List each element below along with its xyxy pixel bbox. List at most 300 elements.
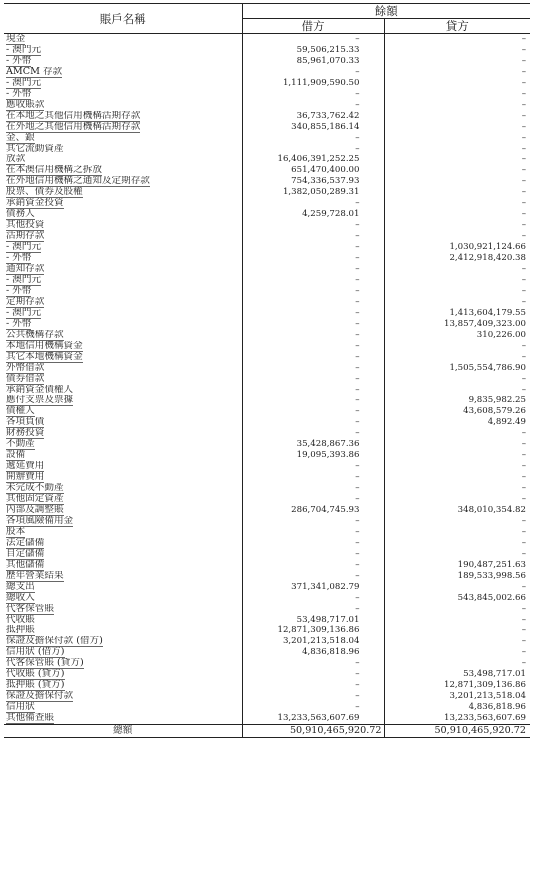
table-row [4,363,530,374]
credit-cell: – [521,636,526,647]
table-row [4,264,530,275]
credit-cell: 190,487,251.63 [457,559,526,570]
table-row [4,647,530,658]
table-row [4,395,530,406]
account-name-cell [4,385,242,396]
account-name-cell [4,406,242,417]
account-name: 股本 [6,526,26,537]
table-row [4,133,530,144]
debit-cell: 651,470,400.00 [242,165,384,176]
account-name: 其它流動資產 [6,143,64,154]
debit-cell: 1,111,909,590.50 [242,78,384,89]
table-row [4,417,530,428]
account-name-cell [4,308,242,319]
account-name: 債務人 [6,209,35,220]
debit-cell: – [242,330,384,341]
credit-cell: – [521,296,526,307]
account-name: - 澳門元 [6,274,42,285]
total-credit: 50,910,465,920.72 [384,725,530,738]
credit-cell: – [521,187,526,198]
credit-cell: – [521,110,526,121]
account-name: 代客保管賬 [6,603,54,614]
credit-cell: – [521,461,526,472]
debit-cell: 36,733,762.42 [242,111,384,122]
table-row [4,713,530,724]
table-row [4,253,530,264]
account-name-cell [4,78,242,89]
credit-cell: – [521,34,526,44]
debit-cell: – [242,395,384,406]
account-name-cell [4,527,242,538]
account-name-cell [4,34,242,45]
table-row [4,483,530,494]
debit-cell: – [242,472,384,483]
debit-cell: – [242,483,384,494]
account-name: - 澳門元 [6,44,42,55]
account-name: 未完成不動產 [6,483,64,494]
credit-cell: – [521,373,526,384]
table-row [4,691,530,702]
account-name-cell [4,472,242,483]
account-name: 債券借款 [6,373,45,384]
debit-cell: – [242,680,384,691]
account-name-cell [4,549,242,560]
debit-cell: – [242,593,384,604]
account-name: 其他備查賬 [6,713,54,724]
table-row [4,428,530,439]
debit-cell: – [242,286,384,297]
account-name-cell [4,516,242,527]
debit-cell: – [242,461,384,472]
account-name-cell [4,374,242,385]
debit-cell: 3,201,213,518.04 [242,636,384,647]
account-name-cell [4,286,242,297]
table-row [4,34,530,45]
credit-cell: 1,030,921,124.66 [449,242,526,253]
total-label: 總額 [4,725,242,738]
account-name-cell [4,352,242,363]
credit-cell: – [521,548,526,559]
account-name-cell [4,647,242,658]
table-row [4,593,530,604]
account-name-cell [4,341,242,352]
debit-cell: 53,498,717.01 [242,615,384,626]
credit-cell: 310,226.00 [476,329,526,340]
table-row [4,89,530,100]
account-name-cell [4,231,242,242]
account-name: 定期存款 [6,296,45,307]
account-name-cell [4,122,242,133]
table-row [4,352,530,363]
debit-cell: – [242,341,384,352]
table-row [4,461,530,472]
account-name: 遞延費用 [6,461,45,472]
credit-cell: 4,892.49 [487,417,526,428]
credit-cell: 348,010,354.82 [457,504,526,515]
credit-cell: 43,608,579.26 [463,406,526,417]
credit-cell: – [521,209,526,220]
debit-cell: – [242,549,384,560]
account-name-cell [4,439,242,450]
account-name-cell [4,538,242,549]
credit-cell: – [521,483,526,494]
credit-cell: – [521,88,526,99]
account-name-cell [4,571,242,582]
debit-cell: – [242,658,384,669]
account-name-cell [4,461,242,472]
credit-cell: 189,533,998.56 [457,570,526,581]
credit-cell: – [521,274,526,285]
account-name: - 澳門元 [6,307,42,318]
debit-cell: 371,341,082.79 [242,582,384,593]
debit-cell: – [242,34,384,45]
credit-cell: – [521,450,526,461]
table-row [4,625,530,636]
table-row [4,341,530,352]
debit-cell: – [242,604,384,615]
account-name-cell [4,702,242,713]
credit-cell: 1,505,554,786.90 [449,362,526,373]
debit-cell: 754,336,537.93 [242,176,384,187]
account-name: 代客保管賬 (貸方) [6,658,84,669]
table-row [4,275,530,286]
account-name: 外幣借款 [6,362,45,373]
debit-cell: – [242,494,384,505]
account-name: 其他投資 [6,220,45,231]
credit-cell: – [521,625,526,636]
table-row [4,439,530,450]
account-name-cell [4,483,242,494]
account-name: 股票、債券及股權 [6,187,83,198]
account-name-cell [4,45,242,56]
account-name: 信用狀 (借方) [6,647,65,658]
account-name-cell [4,450,242,461]
account-name-cell [4,264,242,275]
debit-cell: – [242,67,384,78]
credit-cell: – [521,198,526,209]
account-name: AMCM 存款 [6,66,63,77]
table-row [4,658,530,669]
credit-cell: – [521,55,526,66]
account-name-cell [4,604,242,615]
account-name: 代收賬 [6,614,35,625]
account-name-cell [4,691,242,702]
account-name: 財務投資 [6,428,45,439]
account-name-cell [4,209,242,220]
credit-cell: – [521,515,526,526]
account-name-cell [4,154,242,165]
credit-cell: – [521,154,526,165]
debit-cell: – [242,691,384,702]
credit-cell: 12,871,309,136.86 [443,680,526,691]
account-name-cell [4,615,242,626]
table-row [4,615,530,626]
table-row [4,231,530,242]
credit-cell: – [521,494,526,505]
account-name: 保證及擔保付款 [6,691,74,702]
account-name-cell [4,680,242,691]
credit-cell: – [521,647,526,658]
debit-cell: – [242,702,384,713]
table-row [4,604,530,615]
debit-cell: – [242,538,384,549]
account-name-cell [4,593,242,604]
debit-cell: 35,428,867.36 [242,439,384,450]
account-name-cell [4,165,242,176]
credit-cell: – [521,439,526,450]
account-name: 現金 [6,33,26,44]
debit-cell: – [242,363,384,374]
account-name-cell [4,144,242,155]
debit-cell: – [242,319,384,330]
balance-header: 餘額 [242,4,530,19]
credit-cell: – [521,581,526,592]
debit-cell: 1,382,050,289.31 [242,187,384,198]
table-row [4,560,530,571]
account-name-cell [4,198,242,209]
account-name: 放款 [6,154,26,165]
account-name-cell [4,560,242,571]
credit-cell: – [521,526,526,537]
account-name: 通知存款 [6,264,45,275]
debit-cell: 19,095,393.86 [242,450,384,461]
debit-cell: – [242,100,384,111]
trial-balance-table [4,3,530,738]
account-name-cell [4,319,242,330]
table-row [4,527,530,538]
debit-cell: 12,871,309,136.86 [242,625,384,636]
debit-cell: 340,855,186.14 [242,122,384,133]
debit-cell: – [242,308,384,319]
table-row [4,297,530,308]
account-name-cell [4,505,242,516]
table-row [4,122,530,133]
table-row [4,505,530,516]
account-name: 承銷資金債權人 [6,384,74,395]
account-name-cell [4,100,242,111]
account-name-cell [4,428,242,439]
account-name: 各項負債 [6,417,45,428]
credit-header: 貸方 [384,19,530,34]
credit-cell: 543,845,002.66 [457,592,526,603]
account-name: 法定儲備 [6,537,45,548]
debit-cell: 85,961,070.33 [242,56,384,67]
debit-cell: – [242,89,384,100]
table-row [4,374,530,385]
account-name: - 外幣 [6,253,32,264]
account-name: 代收賬 (貸方) [6,669,65,680]
table-row [4,494,530,505]
credit-cell: – [521,658,526,669]
table-row [4,450,530,461]
table-row [4,111,530,122]
debit-cell: – [242,516,384,527]
account-name: 承銷資金投資 [6,198,64,209]
account-name: 抵押賬 (貸方) [6,680,65,691]
credit-cell: – [521,537,526,548]
trial-balance-sheet [4,3,530,738]
account-name-cell [4,176,242,187]
debit-cell: – [242,406,384,417]
debit-cell: – [242,527,384,538]
table-row [4,330,530,341]
account-name: 公共機構存款 [6,329,64,340]
debit-cell: 286,704,745.93 [242,505,384,516]
account-name-cell [4,395,242,406]
account-name: 在外地信用機構之通知及定期存款 [6,176,150,187]
account-name: - 外幣 [6,285,32,296]
account-name: 在外地之其他信用機構活期存款 [6,121,141,132]
credit-cell: – [521,121,526,132]
account-name: 本地信用機構資金 [6,340,83,351]
account-name-cell [4,658,242,669]
credit-cell: – [521,472,526,483]
account-name: 內部及調整賬 [6,504,64,515]
table-row [4,165,530,176]
account-name-cell [4,363,242,374]
debit-cell: – [242,560,384,571]
debit-cell: 59,506,215.33 [242,45,384,56]
table-row [4,669,530,680]
debit-cell: – [242,231,384,242]
account-name-cell [4,56,242,67]
debit-cell: – [242,144,384,155]
table-row [4,56,530,67]
table-row [4,549,530,560]
account-name: 保證及擔保付款 (借方) [6,636,103,647]
debit-cell: – [242,275,384,286]
credit-cell: – [521,340,526,351]
credit-cell: – [521,77,526,88]
table-footer [4,725,530,738]
account-name-cell [4,133,242,144]
debit-cell: – [242,417,384,428]
account-name-cell [4,111,242,122]
credit-cell: 2,412,918,420.38 [449,253,526,264]
account-name: 信用狀 [6,702,35,713]
credit-cell: 9,835,982.25 [468,395,526,406]
credit-cell: – [521,66,526,77]
debit-cell: – [242,242,384,253]
table-row [4,45,530,56]
debit-cell: – [242,352,384,363]
account-name: 在本地之其他信用機構活期存款 [6,110,141,121]
credit-cell: – [521,351,526,362]
account-name: - 外幣 [6,55,32,66]
account-name: 歷年營業結果 [6,570,64,581]
credit-cell: 3,201,213,518.04 [449,691,526,702]
account-name-cell [4,220,242,231]
account-name-cell [4,67,242,78]
debit-cell: – [242,385,384,396]
table-row [4,286,530,297]
table-row [4,67,530,78]
table-row [4,100,530,111]
table-row [4,582,530,593]
account-name-cell [4,713,242,724]
table-row [4,385,530,396]
account-name: 自定儲備 [6,548,45,559]
credit-cell: 1,413,604,179.55 [449,307,526,318]
credit-cell: – [521,428,526,439]
account-name: 其它本地機構資金 [6,351,83,362]
credit-cell: – [521,143,526,154]
table-row [4,78,530,89]
credit-cell: – [521,603,526,614]
table-row [4,571,530,582]
debit-cell: 13,233,563,607.69 [242,713,384,724]
debit-cell: – [242,220,384,231]
total-debit: 50,910,465,920.72 [242,725,384,738]
table-row [4,319,530,330]
account-name-cell [4,669,242,680]
credit-cell: – [521,231,526,242]
credit-cell: – [521,176,526,187]
debit-cell: – [242,133,384,144]
credit-cell: – [521,165,526,176]
credit-cell: – [521,285,526,296]
account-name: 金、銀 [6,132,35,143]
account-name: 其他儲備 [6,559,45,570]
total-row [4,725,530,738]
table-row [4,406,530,417]
account-name: - 外幣 [6,318,32,329]
account-name-cell [4,417,242,428]
credit-cell: 13,233,563,607.69 [443,713,526,724]
debit-cell: – [242,374,384,385]
table-row [4,176,530,187]
account-name: 債權人 [6,406,35,417]
debit-cell: – [242,253,384,264]
credit-cell: 53,498,717.01 [463,669,526,680]
account-name-cell [4,275,242,286]
account-name-cell [4,494,242,505]
credit-cell: – [521,264,526,275]
account-name: 其他固定資產 [6,494,64,505]
table-row [4,702,530,713]
table-row [4,308,530,319]
table-row [4,144,530,155]
debit-cell: – [242,571,384,582]
credit-cell: – [521,132,526,143]
account-name: 各項風險備用金 [6,515,74,526]
account-name: 不動產 [6,439,35,450]
table-row [4,198,530,209]
account-name: 在本澳信用機構之拆放 [6,165,102,176]
account-name: 設備 [6,450,26,461]
table-row [4,220,530,231]
table-row [4,538,530,549]
table-row [4,680,530,691]
account-name: - 外幣 [6,88,32,99]
account-name-cell [4,625,242,636]
debit-cell: – [242,428,384,439]
credit-cell: 4,836,818.96 [468,702,526,713]
account-name: 應付支票及票據 [6,395,74,406]
account-name-cell [4,297,242,308]
account-name-cell [4,582,242,593]
account-name: 總收入 [6,592,35,603]
debit-cell: 16,406,391,252.25 [242,154,384,165]
account-name: 抵押賬 [6,625,35,636]
debit-cell: 4,259,728.01 [242,209,384,220]
account-name-cell [4,330,242,341]
account-name-cell [4,89,242,100]
debit-header: 借方 [242,19,384,34]
table-row [4,516,530,527]
table-body [4,34,530,725]
table-row [4,209,530,220]
